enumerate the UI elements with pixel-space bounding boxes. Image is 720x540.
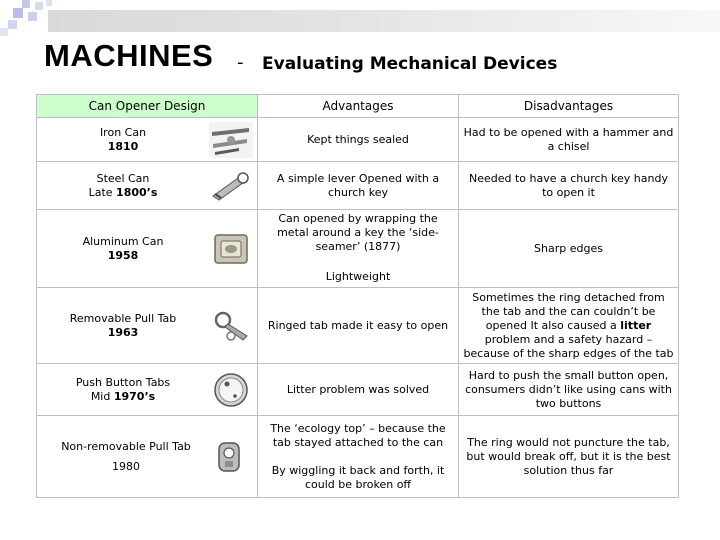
design-year: 1800’s (116, 185, 158, 199)
disadvantage-cell: Sharp edges (459, 210, 679, 288)
church-key-icon (209, 168, 253, 204)
disadvantage-text: Sometimes the ring detached from the tab and the can couldn’t be opened It also caused a (472, 290, 665, 332)
can-opener-tool-icon (209, 122, 253, 158)
push-button-can-icon (209, 372, 253, 408)
advantage-text: Can opened by wrapping the metal around a key the ‘side-seamer’ (1877) (277, 212, 439, 253)
pull-tab-icon (209, 308, 253, 344)
design-cell (37, 364, 258, 416)
title-bar (48, 10, 720, 32)
header-advantages: Advantages (258, 95, 459, 118)
advantage-cell (258, 210, 459, 288)
table-row (37, 210, 679, 288)
disadvantage-text-end: problem and a safety hazard – because of the sharp edges of the tab (463, 332, 674, 360)
design-name: Iron Can (99, 125, 147, 139)
advantage-cell: Litter problem was solved (258, 364, 459, 416)
disadvantage-cell: Had to be opened with a hammer and a chisel (459, 118, 679, 162)
page-title: MACHINES (44, 38, 214, 73)
design-name: Push Button Tabs (75, 375, 171, 389)
design-year: 1970’s (113, 389, 156, 403)
table-row (37, 416, 679, 498)
design-name: Steel Can (96, 171, 150, 185)
design-year: 1958 (107, 248, 139, 262)
page-subtitle: Evaluating Mechanical Devices (262, 54, 558, 74)
disadvantage-keyword: litter (620, 318, 652, 332)
stay-tab-icon (215, 439, 243, 475)
design-name: Aluminum Can (82, 234, 164, 248)
design-year: 1980 (112, 459, 140, 473)
advantage-cell (258, 416, 459, 498)
design-name: Non-removable Pull Tab (61, 439, 191, 453)
advantage-extra: By wiggling it back and forth, it could be broken off (271, 463, 445, 491)
advantage-extra: Lightweight (325, 270, 391, 283)
disadvantage-cell: Needed to have a church key handy to open it (459, 162, 679, 210)
table-row (37, 288, 679, 364)
design-cell (37, 210, 258, 288)
design-cell (37, 416, 258, 498)
table-row (37, 118, 679, 162)
disadvantage-cell (459, 288, 679, 364)
design-name: Removable Pull Tab (69, 311, 177, 325)
side-seamer-can-icon (209, 231, 253, 267)
table-row (37, 364, 679, 416)
header-design: Can Opener Design (37, 95, 258, 118)
design-cell (37, 118, 258, 162)
header-disadvantages: Disadvantages (459, 95, 679, 118)
disadvantage-cell: The ring would not puncture the tab, but would break off, but it is the best solution thus far (459, 416, 679, 498)
design-cell (37, 162, 258, 210)
table-row (37, 162, 679, 210)
advantage-text: The ‘ecology top’ – because the tab stayed attached to the can (270, 421, 446, 449)
design-year: 1963 (107, 325, 139, 339)
comparison-table (36, 94, 679, 498)
disadvantage-cell: Hard to push the small button open, consumers didn’t like using cans with two buttons (459, 364, 679, 416)
design-cell (37, 288, 258, 364)
title-separator: - (237, 52, 244, 73)
design-year: 1810 (107, 139, 139, 153)
advantage-cell: A simple lever Opened with a church key (258, 162, 459, 210)
design-year-prefix: Late (88, 185, 113, 199)
advantage-cell: Ringed tab made it easy to open (258, 288, 459, 364)
advantage-cell: Kept things sealed (258, 118, 459, 162)
header-row (37, 95, 679, 118)
design-year-prefix: Mid (90, 389, 111, 403)
